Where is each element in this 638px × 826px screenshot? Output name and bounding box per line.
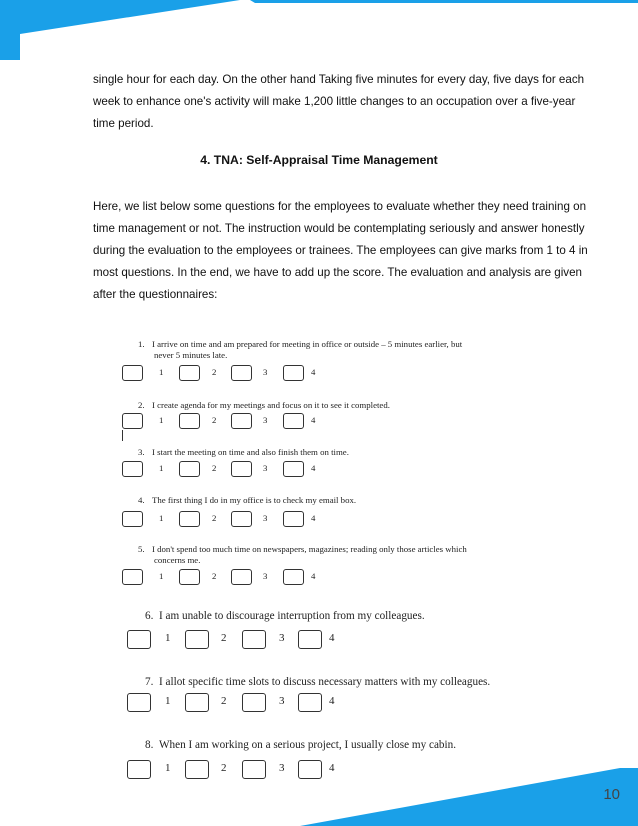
option-label: 1 [159, 463, 164, 473]
question-8 [145, 738, 565, 752]
option-checkbox[interactable] [179, 461, 200, 477]
option-checkbox[interactable] [298, 630, 322, 649]
question-2 [138, 400, 538, 411]
page-number: 10 [603, 786, 620, 803]
option-checkbox[interactable] [231, 365, 252, 381]
option-checkbox[interactable] [179, 365, 200, 381]
question-number: 6. [145, 610, 154, 622]
question-1 [138, 339, 538, 361]
option-label: 4 [329, 632, 335, 644]
option-label: 3 [279, 632, 285, 644]
option-checkbox[interactable] [231, 511, 252, 527]
option-checkbox[interactable] [231, 461, 252, 477]
question-6 [145, 609, 565, 623]
question-text: I am unable to discourage interruption from my colleagues. [159, 610, 425, 622]
option-checkbox[interactable] [283, 461, 304, 477]
option-checkbox[interactable] [185, 760, 209, 779]
option-label: 4 [311, 513, 316, 523]
option-label: 4 [311, 415, 316, 425]
intro-paragraph: single hour for each day. On the other hand Taking five minutes for every day, five days for each week to enhance one's activity will make 1,200 little changes to an occupation over a five-year time period. [93, 73, 585, 130]
option-checkbox[interactable] [298, 760, 322, 779]
question-text: I start the meeting on time and also finish them on time. [152, 447, 349, 457]
option-label: 1 [159, 513, 164, 523]
option-checkbox[interactable] [242, 630, 266, 649]
question-number: 2. [138, 400, 145, 410]
question-text-continued: never 5 minutes late. [154, 350, 228, 360]
question-number: 3. [138, 447, 145, 457]
option-label: 1 [165, 632, 171, 644]
question-4 [138, 495, 538, 506]
question-text-continued: concerns me. [154, 555, 201, 565]
option-label: 4 [311, 571, 316, 581]
question-text: I don't spend too much time on newspapers, magazines; reading only those articles which [152, 544, 467, 554]
question-text: I allot specific time slots to discuss necessary matters with my colleagues. [159, 676, 491, 688]
option-checkbox[interactable] [122, 365, 143, 381]
question-number: 4. [138, 495, 145, 505]
question-7 [145, 675, 565, 689]
option-label: 1 [159, 415, 164, 425]
option-label: 3 [279, 762, 285, 774]
question-number: 7. [145, 676, 154, 688]
option-checkbox[interactable] [298, 693, 322, 712]
option-label: 1 [159, 367, 164, 377]
option-checkbox[interactable] [283, 365, 304, 381]
option-label: 1 [159, 571, 164, 581]
section-heading: 4. TNA: Self-Appraisal Time Management [200, 153, 438, 167]
option-checkbox[interactable] [127, 693, 151, 712]
top-blue-banner [0, 0, 638, 60]
option-checkbox[interactable] [127, 760, 151, 779]
option-checkbox[interactable] [122, 461, 143, 477]
option-checkbox[interactable] [179, 413, 200, 429]
option-checkbox[interactable] [127, 630, 151, 649]
option-label: 2 [212, 571, 217, 581]
question-text: I arrive on time and am prepared for meeting in office or outside – 5 minutes earlier, but [152, 339, 463, 349]
option-label: 2 [212, 463, 217, 473]
option-checkbox[interactable] [179, 511, 200, 527]
option-checkbox[interactable] [122, 569, 143, 585]
option-label: 4 [311, 463, 316, 473]
option-checkbox[interactable] [231, 413, 252, 429]
option-checkbox[interactable] [283, 413, 304, 429]
option-checkbox[interactable] [122, 413, 143, 429]
option-label: 1 [165, 762, 171, 774]
option-label: 2 [221, 632, 227, 644]
option-label: 4 [311, 367, 316, 377]
question-number: 1. [138, 339, 145, 349]
instructions-paragraph: Here, we list below some questions for the employees to evaluate whether they need training on time management or not. The instruction would be contemplating seriously and answer honestly during the evaluation to the employees or trainees. The employees can give marks from 1 to 4 in most questions. In the end, we have to add up the score. The evaluation and analysis are given after the questionnaires: [93, 200, 588, 301]
text-cursor-mark [122, 430, 123, 441]
option-label: 2 [212, 367, 217, 377]
option-label: 2 [221, 762, 227, 774]
question-5 [138, 544, 538, 566]
question-number: 5. [138, 544, 145, 554]
option-label: 3 [263, 367, 268, 377]
option-label: 2 [212, 415, 217, 425]
option-label: 2 [212, 513, 217, 523]
question-text: When I am working on a serious project, I usually close my cabin. [159, 739, 457, 751]
option-label: 1 [165, 695, 171, 707]
option-label: 3 [263, 571, 268, 581]
option-label: 3 [263, 463, 268, 473]
option-label: 3 [263, 415, 268, 425]
option-checkbox[interactable] [242, 760, 266, 779]
question-3 [138, 447, 538, 458]
option-label: 4 [329, 695, 335, 707]
option-checkbox[interactable] [283, 569, 304, 585]
option-checkbox[interactable] [185, 693, 209, 712]
option-label: 2 [221, 695, 227, 707]
option-checkbox[interactable] [283, 511, 304, 527]
question-text: The first thing I do in my office is to check my email box. [152, 495, 357, 505]
option-label: 3 [263, 513, 268, 523]
option-label: 4 [329, 762, 335, 774]
option-label: 3 [279, 695, 285, 707]
option-checkbox[interactable] [185, 630, 209, 649]
option-checkbox[interactable] [122, 511, 143, 527]
option-checkbox[interactable] [231, 569, 252, 585]
option-checkbox[interactable] [242, 693, 266, 712]
option-checkbox[interactable] [179, 569, 200, 585]
question-text: I create agenda for my meetings and focus on it to see it completed. [152, 400, 390, 410]
question-number: 8. [145, 739, 154, 751]
